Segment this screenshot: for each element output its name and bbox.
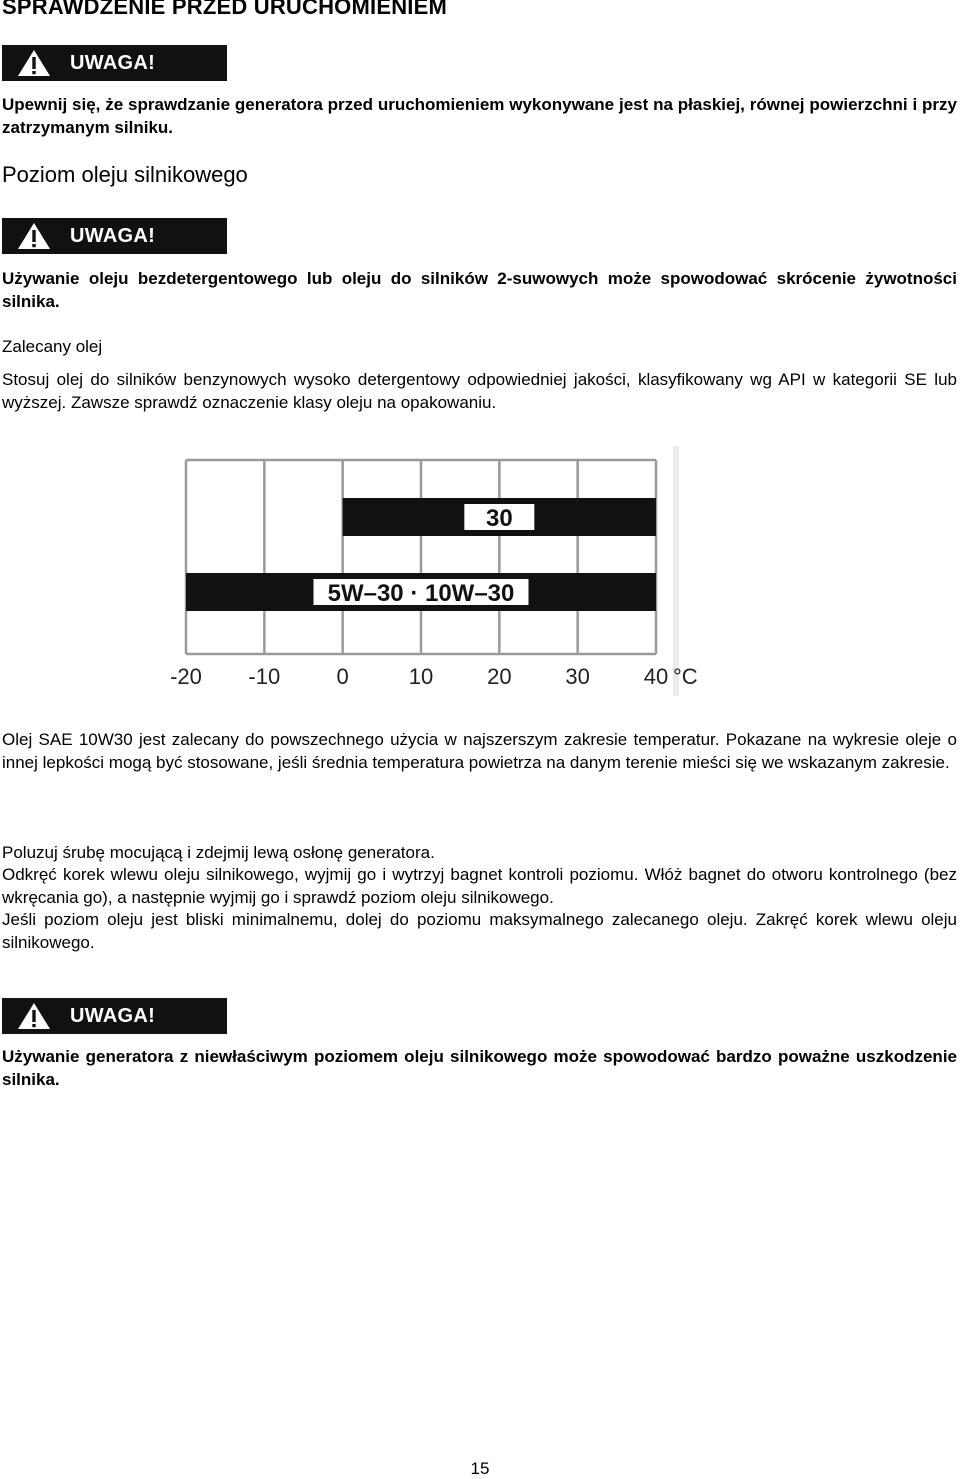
warning-icon — [16, 48, 52, 78]
axis-tick-label: -20 — [170, 664, 202, 689]
warning-icon — [16, 221, 52, 251]
warning-banner — [2, 45, 227, 81]
section-title: Poziom oleju silnikowego — [2, 162, 248, 187]
subsection-title: Zalecany olej — [2, 337, 103, 356]
warning-banner — [2, 218, 227, 254]
warning-text: Upewnij się, że sprawdzanie generatora przed uruchomieniem wykonywane jest na płaskiej, równej powierzchni i przy zatrzymanym silniku. — [2, 95, 957, 137]
axis-tick-label: 0 — [336, 664, 349, 689]
viscosity-bar-label: 5W–30 · 10W–30 — [327, 580, 515, 607]
axis-unit-label: °C — [673, 664, 698, 689]
step-text: Odkręć korek wlewu oleju silnikowego, wyjmij go i wytrzyj bagnet kontroli poziomu. Włóż bagnet do otworu kontrolnego (bez wkręcania go), a następnie wyjmij go i sprawdź poziom oleju silnikowego. — [2, 865, 957, 907]
page-number: 15 — [470, 1459, 490, 1478]
axis-tick-label: 30 — [565, 664, 590, 689]
axis-tick-label: 40 — [643, 664, 669, 689]
warning-text: Używanie generatora z niewłaściwym poziomem oleju silnikowego może spowodować bardzo poważne uszkodzenie silnika. — [2, 1047, 957, 1089]
warning-text: Używanie oleju bezdetergentowego lub oleju do silników 2-suwowych może spowodować skrócenie żywotności silnika. — [2, 269, 957, 311]
recommended-oil-text: Stosuj olej do silników benzynowych wysoko detergentowy odpowiedniej jakości, klasyfikowany wg API w kategorii SE lub wyższej. Zawsze sprawdź oznaczenie klasy oleju na opakowaniu. — [2, 370, 957, 412]
warning-icon — [16, 1001, 52, 1031]
step-text: Poluzuj śrubę mocującą i zdejmij lewą osłonę generatora. — [2, 843, 435, 862]
warning-label: UWAGA! — [70, 224, 156, 247]
viscosity-bar-label: 30 — [485, 505, 513, 532]
page-title: SPRAWDZENIE PRZED URUCHOMIENIEM — [2, 0, 447, 19]
chart-caption: Olej SAE 10W30 jest zalecany do powszechnego użycia w najszerszym zakresie temperatur. Pokazane na wykresie oleje o innej lepkości mogą być stosowane, jeśli średnia temperatura powietrza na danym terenie mieści się we wskazanym zakresie. — [2, 730, 957, 772]
warning-label: UWAGA! — [70, 1004, 156, 1027]
viscosity-chart — [160, 440, 698, 702]
step-text: Jeśli poziom oleju jest bliski minimalnemu, dolej do poziomu maksymalnego zalecanego oleju. Zakręć korek wlewu oleju silnikowego. — [2, 910, 957, 952]
axis-tick-label: 20 — [487, 664, 512, 689]
warning-label: UWAGA! — [70, 51, 156, 74]
axis-tick-label: 10 — [408, 664, 434, 689]
axis-tick-label: -10 — [248, 664, 281, 689]
chart-edge-shadow — [673, 446, 679, 696]
warning-banner — [2, 998, 227, 1034]
